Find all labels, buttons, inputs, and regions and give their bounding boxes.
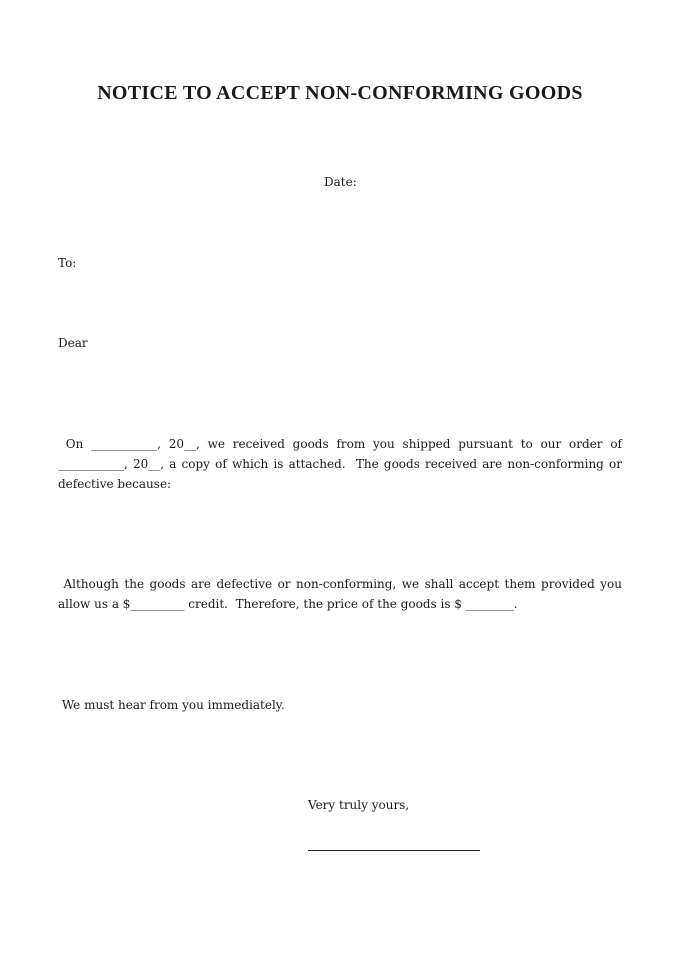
salutation: Dear: [58, 336, 88, 350]
date-label: Date:: [324, 175, 357, 189]
paragraph-line: Although the goods are defective or non-conforming, we shall accept them provided you: [58, 577, 622, 591]
paragraph-line: allow us a $_________ credit. Therefore, the price of the goods is $ ________.: [58, 597, 518, 611]
paragraph-hear-from-you: We must hear from you immediately.: [58, 698, 285, 712]
paragraph-received-goods: [58, 434, 622, 494]
closing: Very truly yours,: [308, 798, 410, 812]
paragraph-line: ___________, 20__, a copy of which is attached. The goods received are non-conforming or: [58, 457, 622, 471]
paragraph-line: On ___________, 20__, we received goods from you shipped pursuant to our order of: [58, 437, 622, 451]
to-label: To:: [58, 256, 77, 270]
paragraph-line: defective because:: [58, 477, 172, 491]
document-title: NOTICE TO ACCEPT NON-CONFORMING GOODS: [97, 82, 583, 104]
signature-line: [308, 850, 480, 851]
paragraph-credit: [58, 574, 622, 614]
